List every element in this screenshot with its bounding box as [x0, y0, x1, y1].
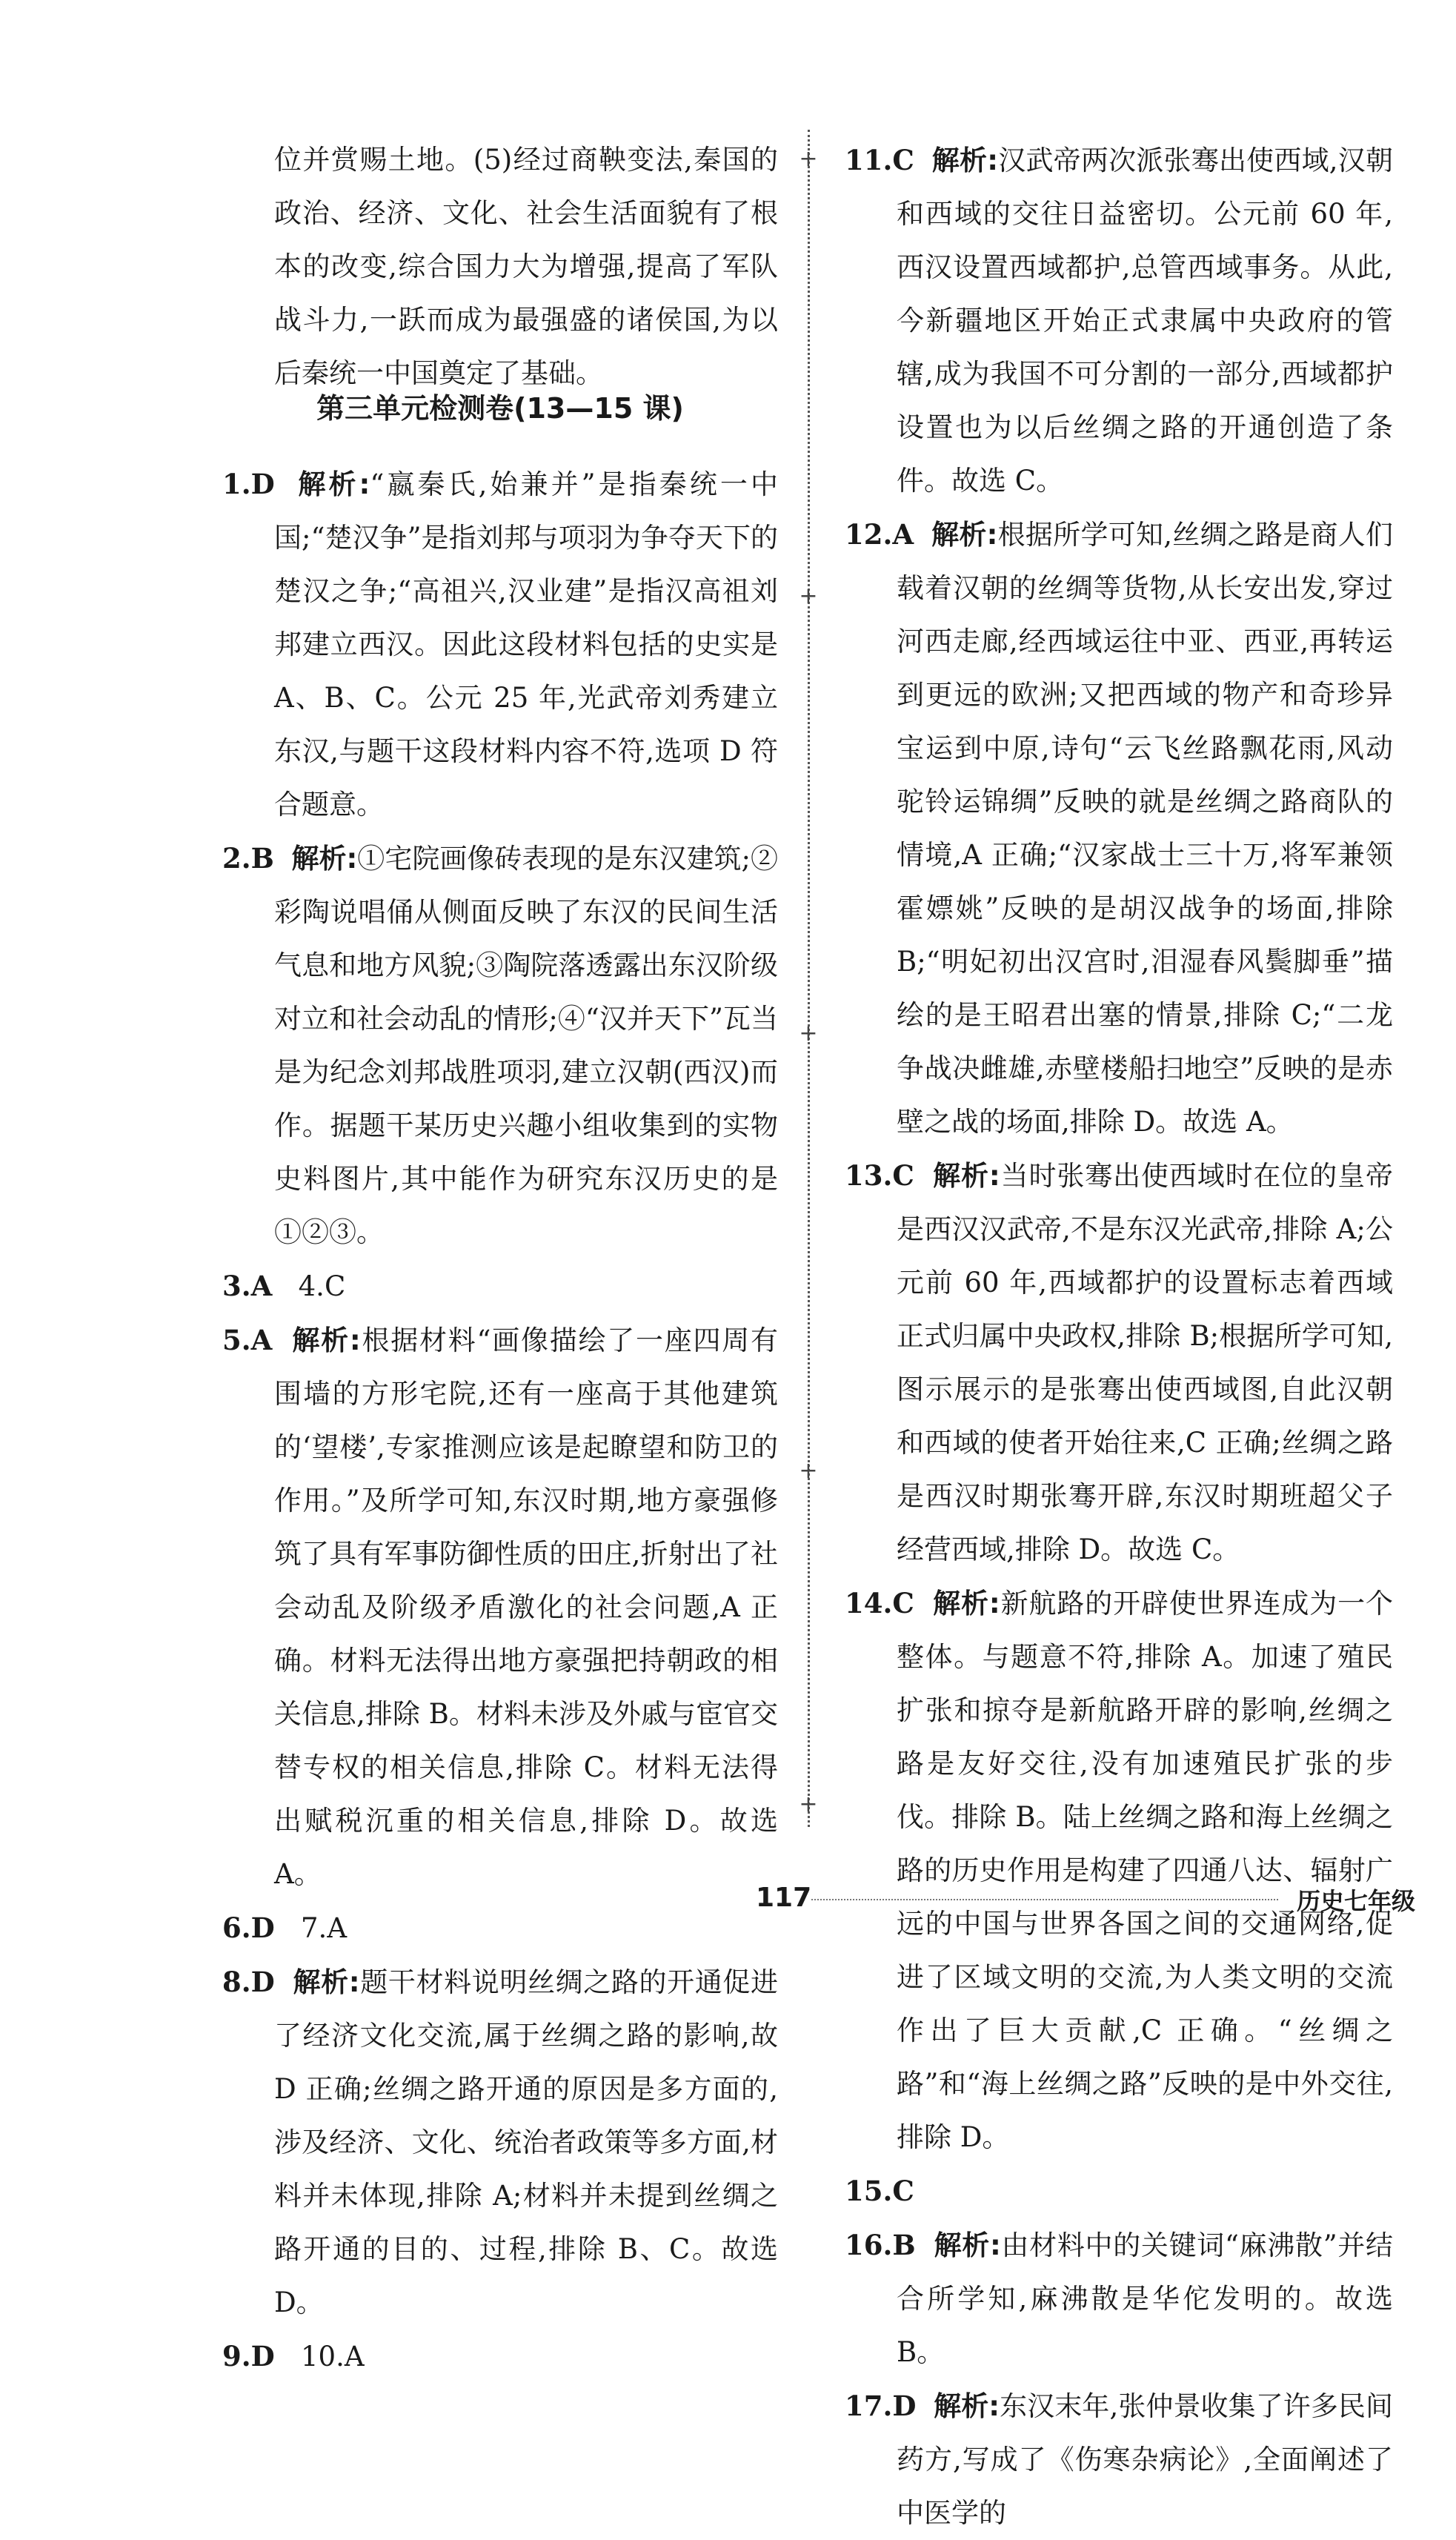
answer-label: 8.D — [222, 1966, 275, 1998]
answer-text: 根据所学可知,丝绸之路是商人们载着汉朝的丝绸等货物,从长安出发,穿过河西走廊,经西域运往中亚、西亚,再转运到更远的欧洲;又把西域的物产和奇珍异宝运到中原,诗句“云飞丝路飘花雨,风动驼铃运锦绸”反映的就是丝绸之路商队的情境,A 正确;“汉家战士三十万,将军兼领霍嫖姚”反映的是胡汉战争的场面,排除 B;“明妃初出汉宫时,泪湿春风鬓脚垂”描绘的是王昭君出塞的情景,排除 C;“二龙争战决雌雄,赤壁楼船扫地空”反映的是赤壁之战的场面,排除 D。故选 A。 — [897, 519, 1393, 1138]
answer-label: 12.A — [845, 518, 914, 551]
answer-item-16 — [845, 2218, 1393, 2379]
divider-cross-mark: + — [799, 583, 818, 609]
answer-text: 汉武帝两次派张骞出使西域,汉朝和西域的交往日益密切。公元前 60 年,西汉设置西域都护,总管西域事务。从此,今新疆地区开始正式隶属中央政府的管辖,成为我国不可分割的一部分,西域都护设置也为以后丝绸之路的开通创造了条件。故选 C。 — [897, 145, 1393, 497]
answer-item-13 — [845, 1149, 1393, 1576]
analysis-tag: 解析: — [931, 519, 998, 551]
answer-text: 7.A — [301, 1912, 348, 1944]
right-answer-list — [845, 133, 1393, 2540]
answer-item-9-10 — [222, 2330, 778, 2384]
divider-cross-mark: + — [799, 1458, 818, 1484]
answer-label: 5.A — [222, 1324, 273, 1356]
column-divider — [808, 130, 810, 1827]
answer-text: 题干材料说明丝绸之路的开通促进了经济文化交流,属于丝绸之路的影响,故 D 正确;丝绸之路开通的原因是多方面的,涉及经济、文化、统治者政策等多方面,材料并未体现,排除 A;材料并未提到丝绸之路开通的目的、过程,排除 B、C。故选 D。 — [274, 1966, 778, 2318]
section-title: 第三单元检测卷(13—15 课) — [316, 392, 684, 425]
answer-item-15 — [845, 2164, 1393, 2218]
answer-text: 当时张骞出使西域时在位的皇帝是西汉汉武帝,不是东汉光武帝,排除 A;公元前 60 年,西域都护的设置标志着西域正式归属中央政权,排除 B;根据所学可知,图示展示的是张骞出使西域图,自此汉朝和西域的使者开始往来,C 正确;丝绸之路是西汉时期张骞开辟,东汉时期班超父子经营西域,排除 D。故选 C。 — [897, 1160, 1394, 1565]
answer-item-8 — [222, 1955, 778, 2330]
answer-text: 根据材料“画像描绘了一座四周有围墙的方形宅院,还有一座高于其他建筑的‘望楼’,专家推测应该是起瞭望和防卫的作用。”及所学可知,东汉时期,地方豪强修筑了具有军事防御性质的田庄,折射出了社会动乱及阶级矛盾激化的社会问题,A 正确。材料无法得出地方豪强把持朝政的相关信息,排除 B。材料未涉及外戚与宦官交替专权的相关信息,排除 C。材料无法得出赋税沉重的相关信息,排除 D。故选 A。 — [274, 1324, 779, 1890]
left-answer-list — [222, 457, 778, 2384]
answer-label: 11.C — [845, 144, 914, 176]
answer-text: 4.C — [298, 1270, 346, 1302]
subject-grade-label: 历史七年级 — [1297, 1887, 1416, 1915]
analysis-tag: 解析: — [934, 2390, 1000, 2422]
analysis-tag: 解析: — [292, 1324, 361, 1356]
answer-item-12 — [845, 508, 1393, 1149]
answer-label: 15.C — [845, 2175, 914, 2207]
answer-text: “嬴秦氏,始兼并”是指秦统一中国;“楚汉争”是指刘邦与项羽为争夺天下的楚汉之争;“高祖兴,汉业建”是指汉高祖刘邦建立西汉。因此这段材料包括的史实是 A、B、C。公元 25 年,光武帝刘秀建立东汉,与题干这段材料内容不符,选项 D 符合题意。 — [274, 468, 779, 820]
analysis-tag: 解析: — [933, 1160, 1000, 1192]
answer-label: 14.C — [845, 1587, 914, 1619]
answer-item-14 — [845, 1576, 1393, 2164]
answer-text: ①宅院画像砖表现的是东汉建筑;②彩陶说唱俑从侧面反映了东汉的民间生活气息和地方风貌;③陶院落透露出东汉阶级对立和社会动乱的情形;④“汉并天下”瓦当是为纪念刘邦战胜项羽,建立汉朝(西汉)而作。据题干某历史兴趣小组收集到的实物史料图片,其中能作为研究东汉历史的是①②③。 — [274, 843, 778, 1248]
footer-dotted-rule — [811, 1899, 1278, 1900]
analysis-tag: 解析: — [931, 145, 999, 176]
answer-item-6-7 — [222, 1901, 778, 1955]
answer-label: 16.B — [845, 2229, 916, 2261]
answer-label: 13.C — [845, 1159, 914, 1192]
page-number: 117 — [756, 1883, 812, 1913]
answer-label: 6.D — [222, 1911, 275, 1944]
answer-text: 新航路的开辟使世界连成为一个整体。与题意不符,排除 A。加速了殖民扩张和掠夺是新航路开辟的影响,丝绸之路是友好交往,没有加速殖民扩张的步伐。排除 B。陆上丝绸之路和海上丝绸之路的历史作用是构建了四通八达、辐射广远的中国与世界各国之间的交通网络,促进了区域文明的交流,为人类文明的交流作出了巨大贡献,C 正确。“丝绸之路”和“海上丝绸之路”反映的是中外交往,排除 D。 — [897, 1588, 1394, 2153]
divider-cross-mark: + — [799, 146, 818, 172]
analysis-tag: 解析: — [934, 2229, 1001, 2261]
analysis-tag: 解析: — [291, 843, 358, 875]
analysis-tag: 解析: — [933, 1588, 1000, 1619]
answer-label: 9.D — [222, 2340, 275, 2372]
answer-item-1 — [222, 457, 778, 832]
answer-label: 3.A — [222, 1270, 273, 1302]
divider-cross-mark: + — [799, 1791, 818, 1817]
answer-text: 东汉末年,张仲景收集了许多民间药方,写成了《伤寒杂病论》,全面阐述了中医学的 — [897, 2390, 1394, 2529]
answer-item-11 — [845, 133, 1393, 508]
left-column — [222, 133, 778, 400]
divider-cross-mark: + — [799, 1021, 818, 1047]
analysis-tag: 解析: — [293, 1966, 360, 1998]
answer-label: 2.B — [222, 842, 274, 875]
answer-label: 1.D — [222, 468, 275, 500]
answer-item-17 — [845, 2379, 1393, 2540]
answer-item-2 — [222, 832, 778, 1259]
intro-paragraph: 位并赏赐土地。(5)经过商鞅变法,秦国的政治、经济、文化、社会生活面貌有了根本的改变,综合国力大为增强,提高了军队战斗力,一跃而成为最强盛的诸侯国,为以后秦统一中国奠定了基础。 — [274, 144, 778, 389]
analysis-tag: 解析: — [298, 468, 370, 500]
answer-label: 17.D — [845, 2390, 917, 2422]
answer-item-5 — [222, 1313, 778, 1901]
answer-item-3-4 — [222, 1259, 778, 1313]
answer-text: 10.A — [301, 2341, 365, 2372]
answer-text: 由材料中的关键词“麻沸散”并结合所学知,麻沸散是华佗发明的。故选 B。 — [897, 2229, 1393, 2368]
